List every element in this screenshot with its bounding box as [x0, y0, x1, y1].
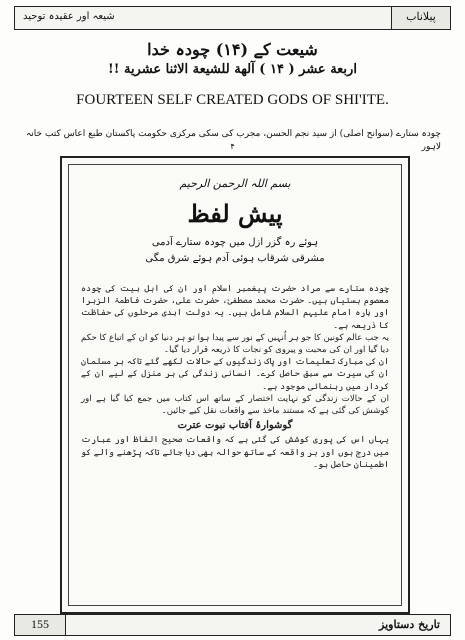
- couplet-line-2: مشرقی شرقاب ہوئی آدم ہوئے شرق مگی: [145, 253, 325, 264]
- urdu-title: شیعت کے (۱۴) چودہ خدا: [147, 40, 318, 59]
- source-caption: چودہ ستارے (سوانح اصلی) از سید نجم الحسن، مجرب کی سکی مرکزی حکومت پاکستان طبع اعاس کتب خانہ لاہور: [26, 129, 441, 152]
- caption-number: ۴: [230, 142, 235, 151]
- preface-body: [81, 283, 389, 471]
- couplet-line-1: ہوئے رہ گزر ازل میں چودہ ستارے آدمی: [151, 237, 319, 248]
- preface-heading: پیش لفظ: [187, 199, 283, 228]
- page-number: 155: [15, 615, 66, 635]
- running-footer: [14, 614, 451, 636]
- running-title: شیعہ اور عقیدہ توحید: [23, 11, 115, 22]
- paragraph: یہاں اس کی پوری کوشش کی گئی ہے کہ واقعات صحیح الفاظ اور عبارت میں درج ہوں اور ہر واقعہ کے ساتھ حوالہ بھی دیا جائے تاکہ پڑھنے والے کو اطمینان حاصل ہو۔: [81, 435, 389, 470]
- book-title-tab: پیلاناب: [391, 7, 450, 29]
- paragraph: یہ جب عالم کونین کا جو ہر اُنہیں کے نور سے پیدا ہوا تو ہر دنیا کو ان کے اتباع کا حکم دیا گیا اور ان کی محبت و پیروی کو نجات کا ذریعہ قرار دیا گیا۔: [81, 332, 389, 356]
- bismillah: بسم اللہ الرحمن الرحیم: [179, 177, 291, 190]
- arabic-title: اربعة عشر ( ۱۴ ) آلهة للشيعة الاثنا عشرية !!: [108, 62, 357, 77]
- section-subheading: گوشوارۂ آفتاب نبوت عترت: [177, 420, 293, 432]
- english-title: FOURTEEN SELF CREATED GODS OF SHI'ITE.: [76, 92, 389, 108]
- running-header: [14, 6, 451, 30]
- paragraph: ان کی مبارک تعلیمات اور پاک زندگیوں کے حالات لکھے گئے تاکہ ہر مسلمان ان کی سیرت سے سبق حاصل کرے۔ انسانی زندگی کی ہر منزل کے لیے ان کے کردار میں رہنمائی موجود ہے۔: [81, 357, 389, 392]
- paragraph: ان کے حالات زندگی کو نہایت اختصار کے ساتھ اس کتاب میں جمع کیا گیا ہے اور کوشش کی گئی ہے کہ مستند ماخذ سے واقعات نقل کیے جائیں۔: [81, 393, 389, 417]
- scanned-page: [68, 164, 402, 606]
- series-title: تاریخ دستاویز: [379, 618, 440, 631]
- paragraph: چودہ ستارے سے مراد حضرت پیغمبر اسلام اور ان کی اہل بیت کی چودہ معصوم ہستیاں ہیں۔ حضرت محمد مصطفیٰ، حضرت علی، حضرت فاطمۃ الزہرا اور بارہ امام علیہم السلام شامل ہیں۔ یہ دولت ابدی مرحلوں کی حفاظت کا ذریعہ ہے۔: [81, 284, 389, 331]
- scanned-page-frame: [60, 156, 410, 614]
